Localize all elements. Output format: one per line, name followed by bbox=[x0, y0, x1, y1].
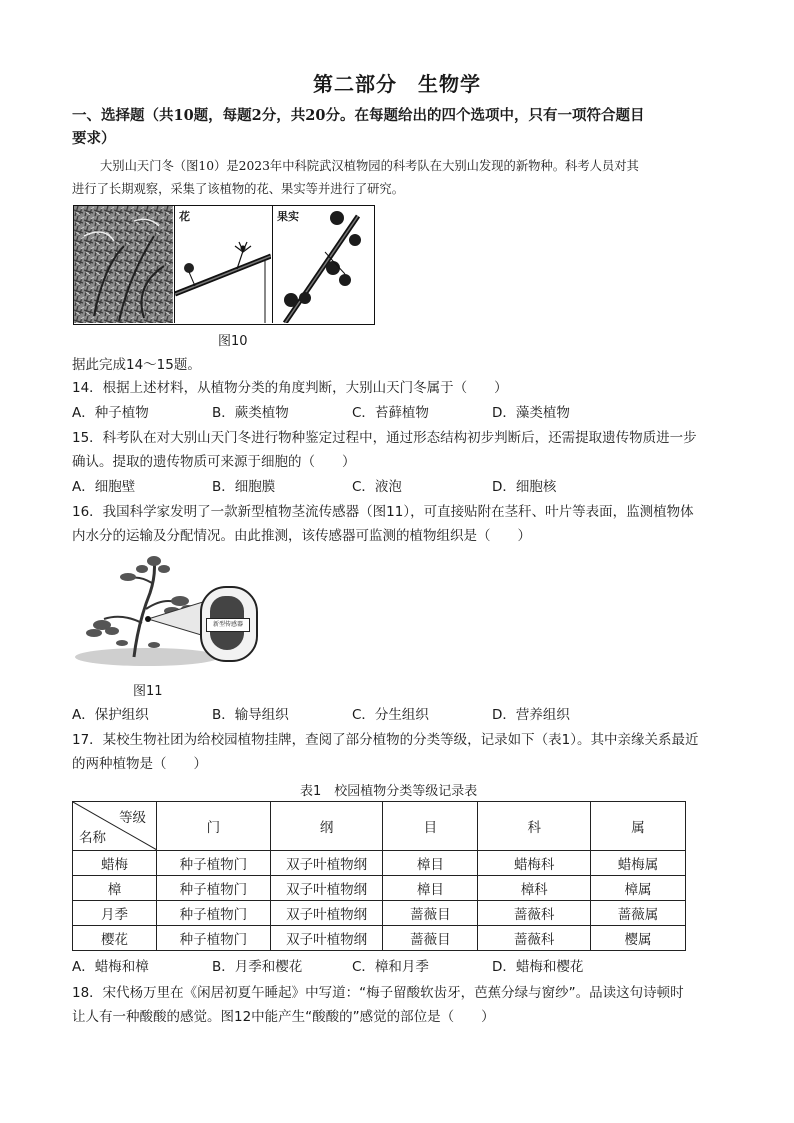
q16-option-d[interactable]: D．营养组织 bbox=[492, 707, 570, 723]
cell: 蔷薇属 bbox=[591, 901, 686, 926]
cell: 蔷薇目 bbox=[383, 901, 478, 926]
figure-10 bbox=[73, 205, 375, 325]
q14-option-b[interactable]: B．蕨类植物 bbox=[212, 405, 289, 421]
cell: 种子植物门 bbox=[157, 876, 271, 901]
table-header-row bbox=[73, 802, 686, 851]
q16-stem-line1: 16．我国科学家发明了一款新型植物茎流传感器（图11），可直接贴附在茎秆、叶片等表面，监测植物体 bbox=[72, 504, 694, 520]
cell: 樟目 bbox=[383, 876, 478, 901]
q18-stem-line2: 让人有一种酸酸的感觉。图12中能产生“酸酸的”感觉的部位是（ ） bbox=[72, 1009, 495, 1025]
cell: 种子植物门 bbox=[157, 851, 271, 876]
q17-option-d[interactable]: D．蜡梅和樱花 bbox=[492, 959, 584, 975]
table-1-title: 表1 校园植物分类等级记录表 bbox=[300, 784, 478, 799]
cell: 蔷薇目 bbox=[383, 926, 478, 951]
fruit-label: 果实 bbox=[277, 210, 299, 223]
cell: 蜡梅属 bbox=[591, 851, 686, 876]
header-family: 科 bbox=[478, 802, 591, 851]
cell: 种子植物门 bbox=[157, 926, 271, 951]
cell: 蜡梅科 bbox=[478, 851, 591, 876]
q15-option-c[interactable]: C．液泡 bbox=[352, 479, 402, 495]
q14-option-d[interactable]: D．藻类植物 bbox=[492, 405, 570, 421]
plant-photo bbox=[74, 206, 175, 323]
q17-stem-line2: 的两种植物是（ ） bbox=[72, 756, 207, 772]
table-row bbox=[73, 926, 686, 951]
header-genus: 属 bbox=[591, 802, 686, 851]
flower-label: 花 bbox=[179, 210, 190, 223]
cell: 种子植物门 bbox=[157, 901, 271, 926]
cell: 樱花 bbox=[73, 926, 157, 951]
q17-option-b[interactable]: B．月季和樱花 bbox=[212, 959, 303, 975]
q15-stem-line2: 确认。提取的遗传物质可来源于细胞的（ ） bbox=[72, 454, 356, 470]
fruit-panel bbox=[273, 206, 374, 323]
q17-stem-line1: 17．某校生物社团为给校园植物挂牌，查阅了部分植物的分类等级，记录如下（表1）。其中亲缘关系最近 bbox=[72, 732, 699, 748]
cell: 樟目 bbox=[383, 851, 478, 876]
sensor-label: 新型传感器 bbox=[206, 618, 250, 632]
q16-option-c[interactable]: C．分生组织 bbox=[352, 707, 429, 723]
cell: 蜡梅 bbox=[73, 851, 157, 876]
header-class: 纲 bbox=[270, 802, 383, 851]
cell: 双子叶植物纲 bbox=[270, 851, 383, 876]
cell: 樟科 bbox=[478, 876, 591, 901]
cell: 月季 bbox=[73, 901, 157, 926]
cell: 蔷薇科 bbox=[478, 901, 591, 926]
q15-option-a[interactable]: A．细胞壁 bbox=[72, 479, 136, 495]
q15-option-d[interactable]: D．细胞核 bbox=[492, 479, 557, 495]
header-phylum: 门 bbox=[157, 802, 271, 851]
classification-table bbox=[72, 801, 686, 951]
q17-option-a[interactable]: A．蜡梅和樟 bbox=[72, 959, 149, 975]
cell: 双子叶植物纲 bbox=[270, 876, 383, 901]
q16-stem-line2: 内水分的运输及分配情况。由此推测，该传感器可监测的植物组织是（ ） bbox=[72, 528, 531, 544]
cell: 蔷薇科 bbox=[478, 926, 591, 951]
table-row bbox=[73, 901, 686, 926]
q15-option-b[interactable]: B．细胞膜 bbox=[212, 479, 276, 495]
q14-option-a[interactable]: A．种子植物 bbox=[72, 405, 149, 421]
cell: 双子叶植物纲 bbox=[270, 901, 383, 926]
cell: 樟属 bbox=[591, 876, 686, 901]
table-corner-cell bbox=[73, 802, 157, 851]
q14-option-c[interactable]: C．苔藓植物 bbox=[352, 405, 429, 421]
lead-text: 据此完成14～15题。 bbox=[72, 357, 201, 373]
intro-line1: 大别山天门冬（图10）是2023年中科院武汉植物园的科考队在大别山发现的新物种。科考人员对其 bbox=[100, 159, 639, 173]
table-row bbox=[73, 851, 686, 876]
corner-rank-label: 等级 bbox=[119, 810, 147, 826]
sensor-callout bbox=[200, 586, 258, 662]
cell: 双子叶植物纲 bbox=[270, 926, 383, 951]
figure-10-caption: 图10 bbox=[218, 334, 248, 349]
figure-11-caption: 图11 bbox=[133, 684, 163, 699]
q18-stem-line1: 18．宋代杨万里在《闲居初夏午睡起》中写道：“梅子留酸软齿牙，芭蕉分绿与窗纱”。品读这句诗顿时 bbox=[72, 985, 684, 1001]
page-title: 第二部分 生物学 bbox=[313, 72, 481, 96]
cell: 樟 bbox=[73, 876, 157, 901]
q17-option-c[interactable]: C．樟和月季 bbox=[352, 959, 429, 975]
q15-stem-line1: 15．科考队在对大别山天门冬进行物种鉴定过程中，通过形态结构初步判断后，还需提取遗传物质进一步 bbox=[72, 430, 697, 446]
cell: 樱属 bbox=[591, 926, 686, 951]
flower-panel bbox=[175, 206, 273, 323]
table-row bbox=[73, 876, 686, 901]
q14-stem: 14．根据上述材料，从植物分类的角度判断，大别山天门冬属于（ ） bbox=[72, 380, 508, 396]
q16-option-b[interactable]: B．输导组织 bbox=[212, 707, 289, 723]
section-heading-line1: 一、选择题（共10题，每题2分，共20分。在每题给出的四个选项中，只有一项符合题目 bbox=[72, 107, 645, 124]
header-order: 目 bbox=[383, 802, 478, 851]
section-heading-line2: 要求） bbox=[72, 130, 116, 147]
q16-option-a[interactable]: A．保护组织 bbox=[72, 707, 149, 723]
corner-name-label: 名称 bbox=[79, 830, 106, 846]
intro-line2: 进行了长期观察，采集了该植物的花、果实等并进行了研究。 bbox=[72, 182, 405, 196]
